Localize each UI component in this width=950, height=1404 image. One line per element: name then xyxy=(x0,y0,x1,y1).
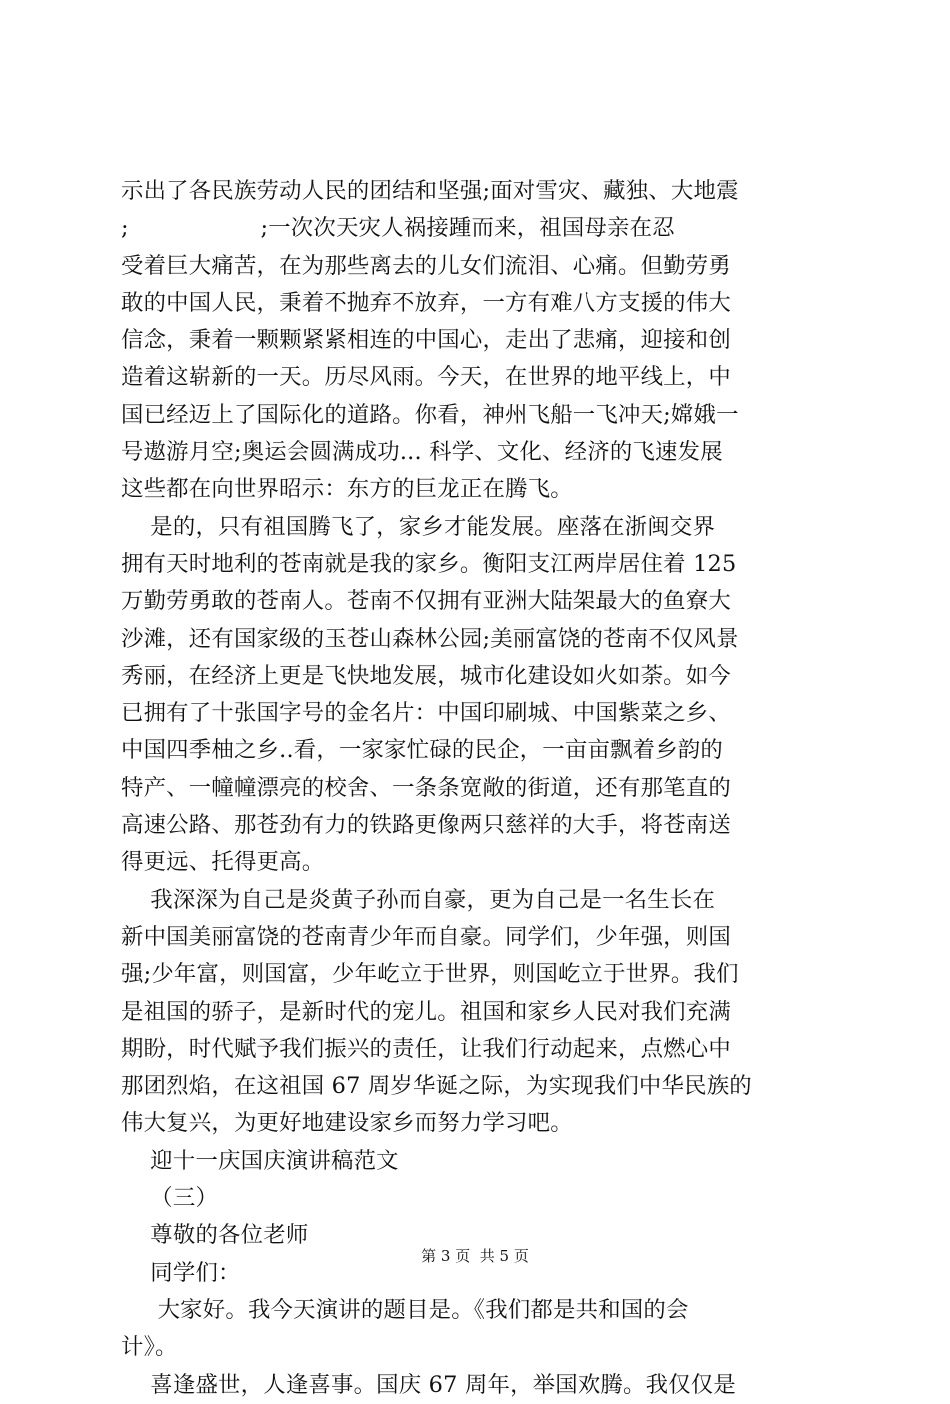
text-line: 示出了各民族劳动人民的团结和坚强;面对雪灾、藏独、大地震 xyxy=(121,178,739,204)
text-line: 万勤劳勇敢的苍南人。苍南不仅拥有亚洲大陆架最大的鱼寮大 xyxy=(121,588,731,615)
text-line: ; ;一次次天灾人祸接踵而来，祖国母亲在忍 xyxy=(121,215,675,242)
text-line: 秀丽，在经济上更是飞快地发展，城市化建设如火如荼。如今 xyxy=(121,662,731,689)
text-line: 信念，秉着一颗颗紧紧相连的中国心，走出了悲痛，迎接和创 xyxy=(121,327,731,354)
text-line: 期盼，时代赋予我们振兴的责任，让我们行动起来，点燃心中 xyxy=(121,1035,731,1062)
text-line: 计》。 xyxy=(121,1334,178,1361)
text-line: 受着巨大痛苦，在为那些离去的儿女们流泪、心痛。但勤劳勇 xyxy=(121,252,731,279)
text-line: 沙滩，还有国家级的玉苍山森林公园;美丽富饶的苍南不仅风景 xyxy=(121,625,739,652)
text-line: 迎十一庆国庆演讲稿范文 xyxy=(121,1147,399,1174)
text-line: 造着这崭新的一天。历尽风雨。今天，在世界的地平线上，中 xyxy=(121,364,731,391)
text-line: 我深深为自己是炎黄子孙而自豪，更为自己是一名生长在 xyxy=(121,886,716,913)
text-line: 中国四季柚之乡..看，一家家忙碌的民企，一亩亩飘着乡韵的 xyxy=(121,737,723,764)
text-line: 拥有天时地利的苍南就是我的家乡。衡阳支江两岸居住着 125 xyxy=(121,550,737,577)
text-line: 大家好。我今天演讲的题目是。《我们都是共和国的会 xyxy=(121,1296,689,1323)
text-line: 特产、一幢幢漂亮的校舍、一条条宽敞的街道，还有那笔直的 xyxy=(121,774,731,801)
text-line: 尊敬的各位老师 xyxy=(121,1222,309,1249)
text-line: 这些都在向世界昭示：东方的巨龙正在腾飞。 xyxy=(121,476,573,503)
text-line: 得更远、托得更高。 xyxy=(121,849,325,876)
text-line: 伟大复兴，为更好地建设家乡而努力学习吧。 xyxy=(121,1110,573,1137)
text-line: 那团烈焰，在这祖国 67 周岁华诞之际，为实现我们中华民族的 xyxy=(121,1073,752,1100)
text-line: 是的，只有祖国腾飞了，家乡才能发展。座落在浙闽交界 xyxy=(121,513,716,540)
text-line: （三） xyxy=(121,1185,219,1212)
text-line: 敢的中国人民，秉着不抛弃不放弃，一方有难八方支援的伟大 xyxy=(121,289,731,316)
document-body xyxy=(121,173,833,1404)
page-footer: 第 3 页 共 5 页 xyxy=(421,1247,529,1265)
text-line: 国已经迈上了国际化的道路。你看，神州飞船一飞冲天;嫦娥一 xyxy=(121,401,739,428)
text-line: 是祖国的骄子，是新时代的宠儿。祖国和家乡人民对我们充满 xyxy=(121,998,731,1025)
text-line: 喜逢盛世，人逢喜事。国庆 67 周年，举国欢腾。我仅仅是 xyxy=(121,1371,736,1398)
text-line: 新中国美丽富饶的苍南青少年而自豪。同学们，少年强，则国 xyxy=(121,923,731,950)
text-line: 已拥有了十张国字号的金名片：中国印刷城、中国紫菜之乡、 xyxy=(121,700,731,727)
text-line: 号遨游月空;奥运会圆满成功... 科学、文化、经济的飞速发展 xyxy=(121,439,723,466)
text-line: 同学们： xyxy=(121,1259,241,1286)
text-line: 强;少年富，则国富，少年屹立于世界，则国屹立于世界。我们 xyxy=(121,961,739,988)
text-line: 高速公路、那苍劲有力的铁路更像两只慈祥的大手，将苍南送 xyxy=(121,812,731,839)
